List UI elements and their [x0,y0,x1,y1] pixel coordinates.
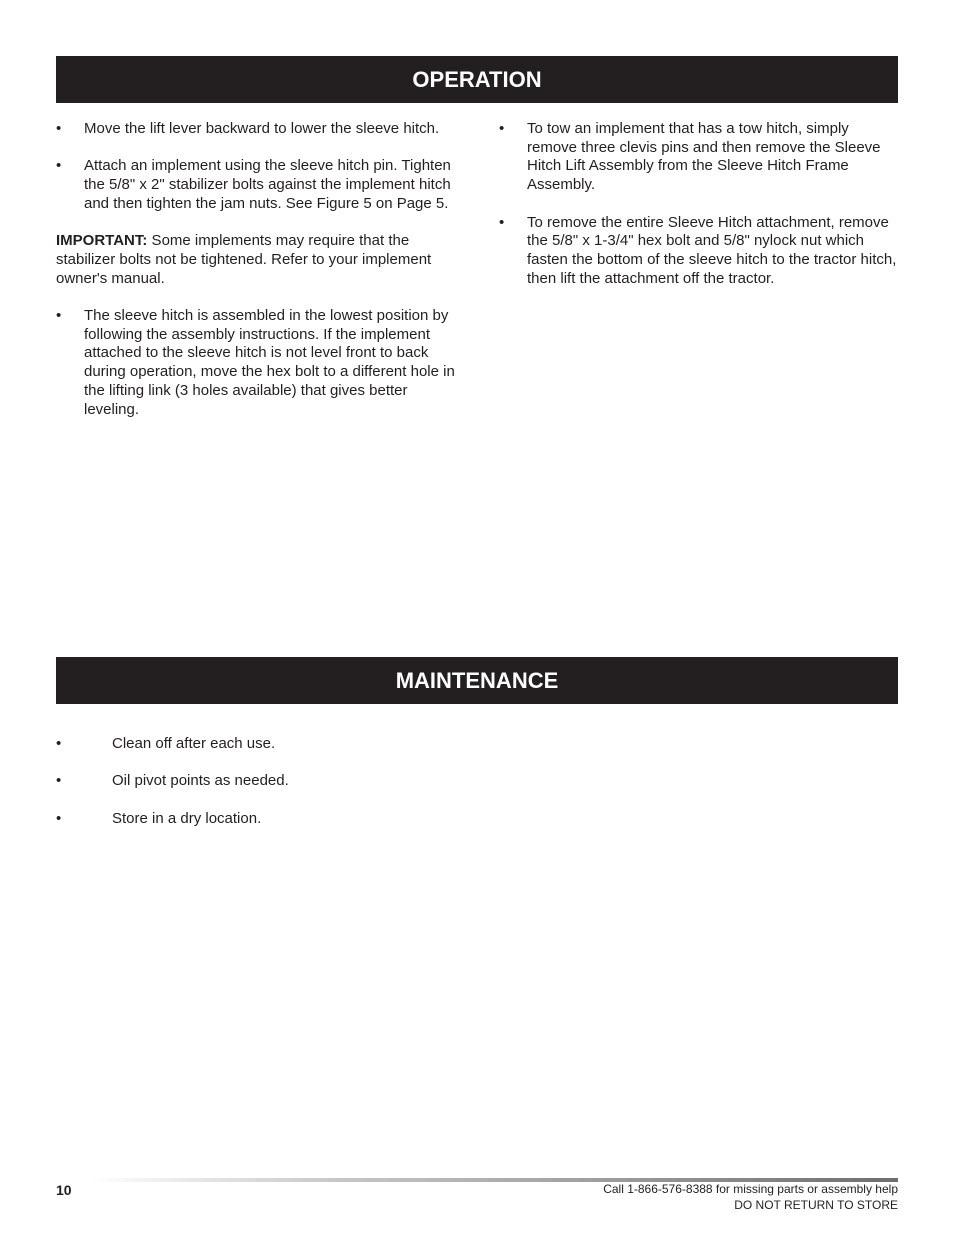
list-item-text: Attach an implement using the sleeve hitch pin. Tighten the 5/8" x 2" stabilizer bolts against the implement hitch and then tighten the jam nuts. See Figure 5 on Page 5. [84,157,451,212]
page-number: 10 [56,1182,72,1198]
bullet-icon: • [56,157,62,175]
return-line: DO NOT RETURN TO STORE [734,1197,898,1212]
operation-right-column [499,120,899,307]
help-line: Call 1-866-576-8388 for missing parts or assembly help [603,1182,898,1196]
list-item-text: Oil pivot points as needed. [112,772,289,790]
list-item-text: The sleeve hitch is assembled in the lowest position by following the assembly instructions. If the implement attached to the sleeve hitch is not level front to back during operation, move the hex bolt to a different hole in the lifting link (3 holes available) that gives better leveling. [84,306,455,418]
important-note [56,232,456,288]
list-item [499,214,899,289]
maintenance-title: MAINTENANCE [395,667,559,693]
operation-left-column [56,120,456,438]
list-item [56,772,556,791]
list-item-text: Move the lift lever backward to lower the sleeve hitch. [84,120,440,137]
list-item-text: Store in a dry location. [112,809,262,827]
operation-title: OPERATION [412,66,542,92]
list-item [56,157,456,213]
maintenance-heading [56,657,898,704]
list-item [499,120,899,195]
operation-heading [56,56,898,103]
bullet-icon: • [499,120,505,137]
bullet-icon: • [499,213,505,231]
list-item [56,735,556,754]
bullet-icon: • [56,120,62,137]
bullet-icon: • [56,809,62,827]
bullet-icon: • [56,735,62,752]
important-text: Some implements may require that the stabilizer bolts not be tightened. Refer to your implement owner's manual. [56,232,432,287]
list-item-text: Clean off after each use. [112,735,276,752]
list-item [56,810,556,829]
list-item-text: To remove the entire Sleeve Hitch attachment, remove the 5/8" x 1-3/4" hex bolt and 5/8" nylock nut which fasten the bottom of the sleeve hitch to the tractor hitch, then lift the attachment off the tractor. [527,213,897,287]
important-label: IMPORTANT: [56,232,148,250]
maintenance-list [56,735,556,847]
footer-help-text [603,1182,898,1213]
bullet-icon: • [56,306,62,324]
list-item [56,120,456,139]
list-item-text: To tow an implement that has a tow hitch, simply remove three clevis pins and then remove the Sleeve Hitch Lift Assembly from the Sleeve Hitch Frame Assembly. [527,120,881,194]
bullet-icon: • [56,772,62,790]
list-item [56,307,456,419]
